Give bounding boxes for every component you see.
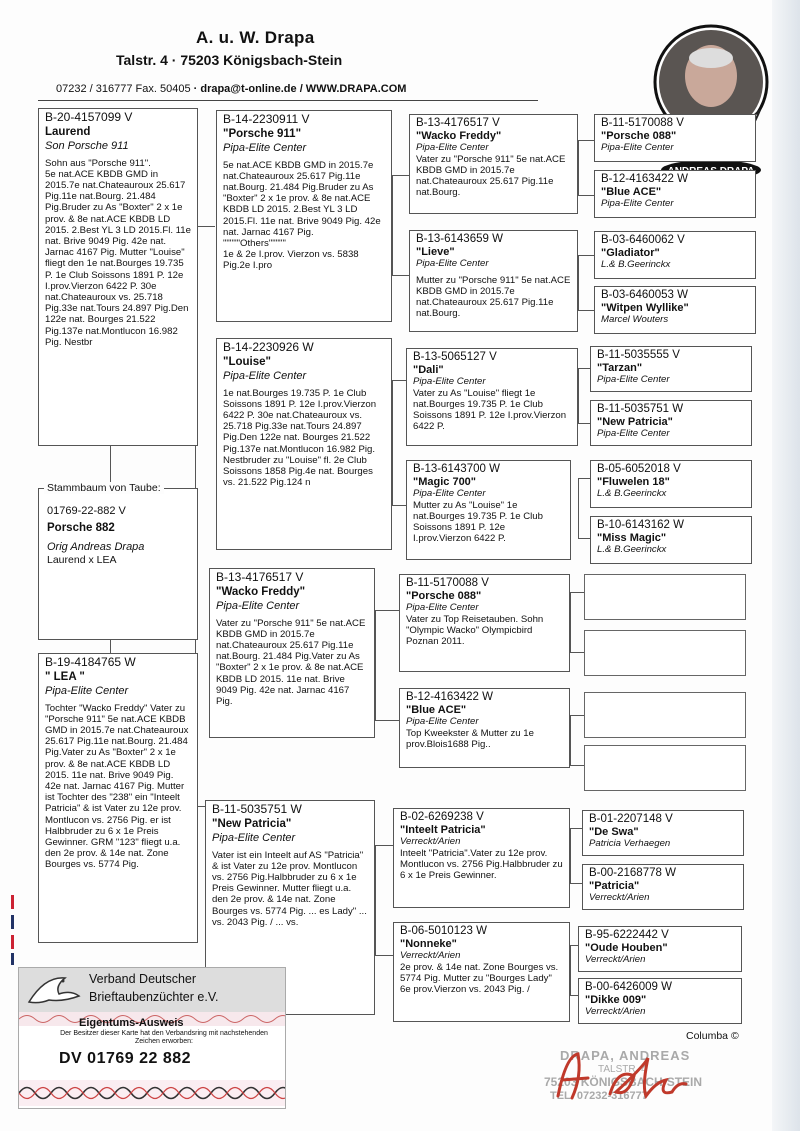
pigeon-card [38, 108, 198, 446]
dam-dam-subtitle: Pipa-Elite Center [212, 832, 296, 845]
dam-sire-ring: B-13-4176517 V [216, 570, 304, 584]
gen3-description: Top Kweekster & Mutter zu 1e prov.Blois1688 Pig.. [406, 727, 534, 750]
gen4-name: "Oude Houben" [585, 942, 668, 955]
gen4-name: "Gladiator" [601, 247, 660, 260]
pigeon-subtitle: Son Porsche 911 [45, 140, 129, 153]
gen3-card [406, 460, 571, 560]
gen3-name: "Inteelt Patricia" [400, 824, 486, 837]
connector [110, 446, 111, 486]
stammbaum-name: Porsche 882 [47, 522, 115, 534]
gen3-description: Mutter zu As "Louise" 1e nat.Bourges 19.735 P. 1e Club Soissons 1891 P. 12e I.prov.Vierzon 6422 P. [413, 499, 543, 545]
gen3-card [393, 808, 570, 908]
stammbaum-breeder: Orig Andreas Drapa [47, 541, 145, 553]
gen3-card [409, 230, 578, 332]
gen4-name: "Blue ACE" [601, 186, 662, 199]
copyright-label: Columba © [686, 1030, 739, 1042]
dam-sire-name: "Wacko Freddy" [216, 586, 306, 599]
dam-dam-ring: B-11-5035751 W [212, 802, 302, 816]
gen4-subtitle: L.& B.Geerinckx [601, 259, 671, 271]
connector [392, 275, 410, 276]
gen4-ring: B-00-6426009 W [585, 981, 672, 993]
dam-ring: B-19-4184765 W [45, 655, 136, 669]
connector [570, 945, 578, 946]
gen3-ring: B-11-5170088 V [406, 577, 489, 589]
dam-description: Tochter "Wacko Freddy" Vater zu "Porsche 911" 5e nat.ACE KBDB GMD in 2015.7e nat.Chateauroux 25.617 Pig.11e nat.Bourg. 21.484 Pig.Vater zu As "Boxter" 2 x 1e prov. & 8e nat.ACE KBDB LD 2015. 11e nat. Brive 9049 Pig. 42e nat. Jarnac 4167 Pig. Mutter ist Tochter des "238" ein "Inteelt Patricia" & ist Vater zu 12e prov. Montlucon vs. 2756 Pig. er ist Halbbruder zu 6 x 1e Preis Gewinner. GRM "123" fliegt u.a. den 2e prov. & 14e nat. Zone Bourges vs. 5774 Pig. [45, 702, 189, 871]
gen4-subtitle: Verreckt/Arien [589, 892, 650, 904]
gen4-card [594, 231, 756, 279]
connector [375, 955, 393, 956]
gen4-ring: B-11-5035555 V [597, 349, 680, 361]
gen3-subtitle: Pipa-Elite Center [413, 488, 486, 500]
gen3-card [399, 574, 570, 672]
connector [578, 140, 579, 195]
gen4-name: "Miss Magic" [597, 532, 667, 545]
parent-sire-card [216, 110, 392, 322]
connector [570, 828, 571, 883]
gen4-ring: B-12-4163422 W [601, 173, 688, 185]
gen3-card [406, 348, 578, 446]
breeder-web[interactable]: · drapa@t-online.de / WWW.DRAPA.COM [193, 83, 407, 95]
pigeon-ring: B-20-4157099 V [45, 110, 133, 124]
connector [570, 652, 584, 653]
gen4-ring: B-11-5035751 W [597, 403, 684, 415]
connector [570, 592, 571, 652]
header-rule [38, 100, 538, 101]
gen4-card [590, 460, 752, 508]
card-description: Der Besitzer dieser Karte hat den Verbandsring mit nachstehenden Zeichen erworben: [60, 1030, 268, 1045]
stammbaum-label: Stammbaum von Taube: [44, 482, 164, 494]
connector [195, 226, 215, 227]
gen4-subtitle: Verreckt/Arien [585, 954, 646, 966]
gen4-subtitle: Pipa-Elite Center [597, 428, 670, 440]
gen4-subtitle: Pipa-Elite Center [597, 374, 670, 386]
gen3-name: "Nonneke" [400, 938, 457, 951]
card-pattern-icon [19, 1080, 285, 1106]
gen3-ring: B-13-4176517 V [416, 117, 500, 129]
gen4-ring: B-01-2207148 V [589, 813, 673, 825]
gen4-ring: B-95-6222442 V [585, 929, 669, 941]
gen4-card [590, 346, 752, 392]
gen4-card [578, 926, 742, 972]
gen3-description: 2e prov. & 14e nat. Zone Bourges vs. 5774 Pig. Mutter zu "Bourges Lady" 6e prov.Vierzon vs. 2043 Pig. / [400, 961, 559, 996]
connector [578, 140, 594, 141]
sire-description: 5e nat.ACE KBDB GMD in 2015.7e nat.Chateauroux 25.617 Pig.11e nat.Bourg. 21.484 Pig.Bruder zu As "Boxter" 2 x 1e prov. & 8e nat.ACE KBDB LD 2015. 2.Best YL 3 LD 2015.Fl. 11e nat. Brive 9049 Pig. 42e nat. Jarnac 4167 Pig. """""Others""""" 1e & 2e I.prov. Vierzon vs. 5838 Pig.2e I.pro [223, 159, 381, 272]
gen4-subtitle: Verreckt/Arien [585, 1006, 646, 1018]
empty-ancestor-slot [584, 745, 746, 791]
grand-dam-name: "Louise" [223, 356, 271, 369]
sire-name: "Porsche 911" [223, 128, 302, 141]
stamp-line3: 75203 KÖNIGSBACH-STEIN [544, 1075, 703, 1089]
connector [570, 592, 584, 593]
dam-subtitle: Pipa-Elite Center [45, 685, 129, 698]
grand-dam-description: 1e nat.Bourges 19.735 P. 1e Club Soissons 1891 P. 12e I.prov.Vierzon 6422 P. 30e nat.Chateauroux vs. 25.718 Pig.33e nat.Tours 24.897 Pig.Den 122e nat. Bourges 21.522 Pig.137e nat.Montlucon 16.982 Pig. Nestbruder zu "Louise" fl. 2e Club Soissons 1858 Pig.4e nat. Bourges vs. 21.522 Pig.124 n [223, 387, 377, 489]
gen3-ring: B-13-5065127 V [413, 351, 497, 363]
connector [375, 610, 376, 720]
gen3-subtitle: Pipa-Elite Center [416, 142, 489, 154]
gen3-description: Inteelt "Patricia".Vater zu 12e prov. Montlucon vs. 2756 Pig.Halbbruder zu 6 x 1e Preis Gewinner. [400, 847, 563, 882]
connector [375, 610, 399, 611]
gen3-name: "Dali" [413, 364, 444, 377]
connector [392, 175, 393, 275]
connector [578, 423, 590, 424]
connector [375, 845, 376, 955]
gen3-name: "Lieve" [416, 246, 455, 259]
connector [570, 715, 571, 765]
stamp-line1: DRAPA, ANDREAS [560, 1048, 691, 1063]
gen3-card [399, 688, 570, 768]
gen3-ring: B-02-6269238 V [400, 811, 484, 823]
connector [110, 640, 111, 654]
gen4-subtitle: Pipa-Elite Center [601, 142, 674, 154]
gen4-card [582, 864, 744, 910]
gen4-card [578, 978, 742, 1024]
gen3-name: "Blue ACE" [406, 704, 467, 717]
breeder-address: Talstr. 4 · 75203 Königsbach-Stein [116, 52, 343, 68]
grand-dam-ring: B-14-2230926 W [223, 340, 314, 354]
gen4-ring: B-05-6052018 V [597, 463, 681, 475]
gen4-card [594, 170, 756, 218]
gen3-subtitle: Pipa-Elite Center [416, 258, 489, 270]
connector [578, 368, 579, 423]
gen4-subtitle: Marcel Wouters [601, 314, 669, 326]
gen4-name: "Fluwelen 18" [597, 476, 670, 489]
gen3-subtitle: Verreckt/Arien [400, 950, 461, 962]
gen4-name: "Dikke 009" [585, 994, 647, 1007]
gen4-card [594, 114, 756, 162]
gen4-ring: B-10-6143162 W [597, 519, 684, 531]
stammbaum-ring: 01769-22-882 V [47, 505, 126, 517]
gen4-ring: B-03-6460053 W [601, 289, 688, 301]
dam-name: " LEA " [45, 671, 85, 684]
gen3-card [393, 922, 570, 1022]
connector [570, 883, 582, 884]
gen3-ring: B-06-5010123 W [400, 925, 487, 937]
dam-sire-card [209, 568, 375, 738]
gen3-subtitle: Pipa-Elite Center [406, 602, 479, 614]
grand-dam-subtitle: Pipa-Elite Center [223, 370, 307, 383]
connector [375, 720, 399, 721]
gen4-subtitle: L.& B.Geerinckx [597, 544, 667, 556]
gen4-name: "Tarzan" [597, 362, 643, 375]
connector [578, 538, 590, 539]
gen3-name: "Porsche 088" [406, 590, 482, 603]
connector [578, 255, 594, 256]
pigeon-description: Sohn aus "Porsche 911". 5e nat.ACE KBDB GMD in 2015.7e nat.Chateauroux 25.617 Pig.11e nat.Bourg. 21.484 Pig.Bruder zu As "Boxter" 2 x 1e prov. & 8e nat.ACE KBDB LD 2015. 2.Best YL 3 LD 2015.Fl. 11e nat. Brive 9049 Pig. 42e nat. Jarnac 4167 Pig. Mutter "Louise" fliegt den 1e nat.Bourges 19.735 P. 1e Club Soissons 1891 P. 12e I.prov.Vierzon 6422 P. 30e nat.Chateauroux vs. 25.718 Pig.33e nat.Tours 24.897 Pig.Den 122e nat. Bourges 21.522 Pig.137e nat.Montlucon 16.982 Pig. Nestbr [45, 157, 191, 348]
gen4-subtitle: L.& B.Geerinckx [597, 488, 667, 500]
connector [578, 478, 590, 479]
handwritten-signature-icon [548, 1046, 698, 1106]
gen4-ring: B-03-6460062 V [601, 234, 685, 246]
gen3-description: Vater zu As "Louise" fliegt 1e nat.Bourges 19.735 P. 1e Club Soissons 1891 P. 12e I.prov.Vierzon 6422 P. [413, 387, 567, 433]
parent-dam-card [216, 338, 392, 550]
connector [570, 765, 584, 766]
gen4-subtitle: Pipa-Elite Center [601, 198, 674, 210]
gen4-card [590, 516, 752, 564]
gen4-card [594, 286, 756, 334]
pigeon-name: Laurend [45, 126, 91, 139]
gen4-subtitle: Patricia Verhaegen [589, 838, 671, 850]
stamp-line4: TEL. 07232-316777 [550, 1090, 648, 1102]
card-ring-number: DV 01769 22 882 [59, 1050, 192, 1067]
connector [570, 995, 578, 996]
dam-sire-description: Vater zu "Porsche 911" 5e nat.ACE KBDB GMD in 2015.7e nat.Chateauroux 25.617 Pig.11e nat.Bourg. 21.484 Pig.Vater zu As "Boxter" 2 x 1e prov. & 8e nat.ACE KBDB LD 2015. 11e nat. Brive 9049 Pig. 42e nat. Jarnac 4167 Pig. [216, 617, 366, 708]
connector [578, 310, 594, 311]
sire-subtitle: Pipa-Elite Center [223, 142, 307, 155]
stammbaum-card [38, 488, 198, 640]
gen3-description: Vater zu Top Reisetauben. Sohn "Olympic Wacko" Olympicbird Poznan 2011. [406, 613, 544, 648]
card-org-line1: Verband Deutscher [89, 972, 197, 986]
connector [375, 845, 393, 846]
connector [578, 368, 590, 369]
dam-dam-name: "New Patricia" [212, 818, 292, 831]
gen3-name: "Wacko Freddy" [416, 130, 502, 143]
card-title: Eigentums-Ausweis [79, 1017, 184, 1029]
gen3-ring: B-12-4163422 W [406, 691, 493, 703]
connector [392, 175, 410, 176]
dam-sire-subtitle: Pipa-Elite Center [216, 600, 300, 613]
connector [570, 945, 571, 995]
gen3-subtitle: Pipa-Elite Center [413, 376, 486, 388]
empty-ancestor-slot [584, 692, 746, 738]
gen4-name: "Porsche 088" [601, 130, 677, 143]
sire-ring: B-14-2230911 V [223, 112, 310, 126]
gen3-description: Vater zu "Porsche 911" 5e nat.ACE KBDB GMD in 2015.7e nat.Chateauroux 25.617 Pig.11e nat.Bourg. [416, 153, 566, 199]
ownership-card [18, 967, 286, 1109]
breeder-name: A. u. W. Drapa [196, 28, 315, 47]
gen4-name: "Witpen Wyllike" [601, 302, 689, 315]
gen3-ring: B-13-6143700 W [413, 463, 500, 475]
gen4-name: "De Swa" [589, 826, 639, 839]
gen4-card [590, 400, 752, 446]
breeder-phone: 07232 / 316777 Fax. 50405 [56, 83, 191, 95]
dam-dam-description: Vater ist ein Inteelt auf AS "Patricia" & ist Vater zu 12e prov. Montlucon vs. 2756 Pig.Halbbruder zu 6 x 1e Preis Gewinner. Mutter fliegt u.a. den 2e prov. & 14e nat. Zone Bourges vs. 5774 Pig. ... es Lady" ... vs. 2043 Pig. / ... vs. [212, 849, 367, 928]
connector [570, 715, 584, 716]
gen3-name: "Magic 700" [413, 476, 477, 489]
dove-logo-icon [25, 972, 81, 1008]
card-header [19, 968, 285, 1012]
empty-ancestor-slot [584, 574, 746, 620]
gen3-ring: B-13-6143659 W [416, 233, 503, 245]
dam-card [38, 653, 198, 943]
empty-ancestor-slot [584, 630, 746, 676]
connector [570, 828, 582, 829]
breeder-contact [56, 83, 406, 95]
card-org-line2: Brieftaubenzüchter e.V. [89, 990, 219, 1004]
punch-marks-icon [6, 895, 20, 965]
connector [578, 478, 579, 538]
connector [392, 380, 393, 505]
gen4-name: "New Patricia" [597, 416, 673, 429]
stammbaum-parents: Laurend x LEA [47, 554, 117, 566]
stamp-line2: TALSTR. 4 [598, 1064, 647, 1075]
gen4-card [582, 810, 744, 856]
gen3-card [409, 114, 578, 214]
page-edge-shadow [772, 0, 800, 1131]
gen4-name: "Patricia" [589, 880, 640, 893]
gen3-description: Mutter zu "Porsche 911" 5e nat.ACE KBDB GMD in 2015.7e nat.Chateauroux 25.617 Pig.11e nat.Bourg. [416, 274, 571, 320]
gen3-subtitle: Verreckt/Arien [400, 836, 461, 848]
gen3-subtitle: Pipa-Elite Center [406, 716, 479, 728]
connector [578, 255, 579, 310]
connector [578, 195, 594, 196]
gen4-ring: B-00-2168778 W [589, 867, 676, 879]
gen4-ring: B-11-5170088 V [601, 117, 684, 129]
